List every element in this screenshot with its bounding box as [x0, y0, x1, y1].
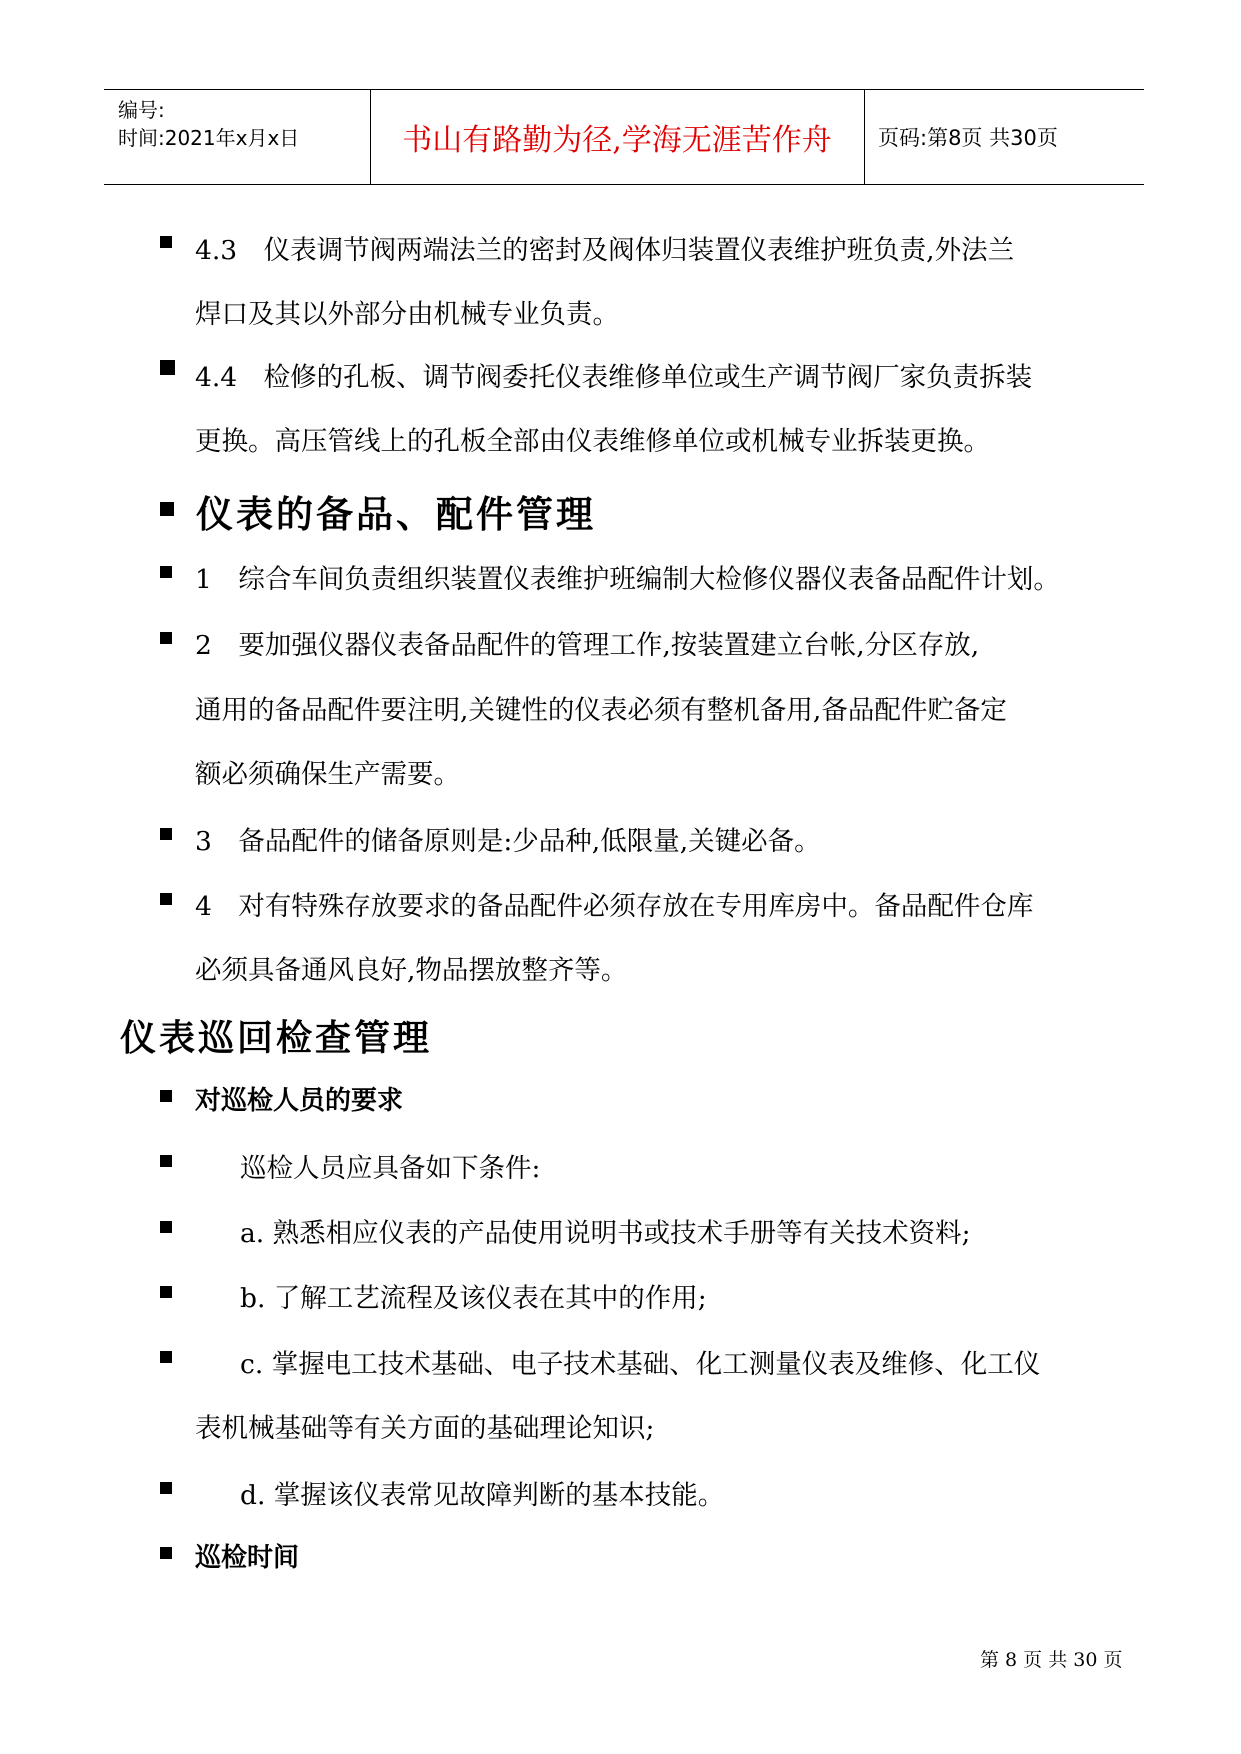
bullet-icon	[160, 1155, 172, 1167]
bullet-icon	[160, 1286, 172, 1298]
page-footer: 第 8 页 共 30 页	[980, 1649, 1123, 1671]
bullet-icon	[160, 1221, 172, 1233]
header-page-number: 页码:第8页 共30页	[878, 126, 1058, 150]
document-time-label: 时间:2021年x月x日	[118, 126, 300, 150]
bullet-icon	[160, 502, 174, 516]
list-item-text: 必须具备通风良好,物品摆放整齐等。	[195, 955, 628, 986]
list-item-text: c. 掌握电工技术基础、电子技术基础、化工测量仪表及维修、化工仪	[240, 1349, 1041, 1380]
list-item-text: d. 掌握该仪表常见故障判断的基本技能。	[240, 1480, 725, 1511]
list-item-text: 2 要加强仪器仪表备品配件的管理工作,按装置建立台帐,分区存放,	[195, 630, 980, 661]
bullet-icon	[160, 1090, 172, 1102]
section-heading-spare-parts: 仪表的备品、配件管理	[196, 492, 596, 536]
list-item-text: 表机械基础等有关方面的基础理论知识;	[195, 1413, 655, 1444]
bullet-icon	[160, 360, 175, 375]
paragraph-text: 焊口及其以外部分由机械专业负责。	[195, 299, 619, 330]
bullet-icon	[160, 236, 172, 248]
list-item-text: 3 备品配件的储备原则是:少品种,低限量,关键必备。	[195, 826, 821, 857]
section-heading-inspection: 仪表巡回检查管理	[120, 1017, 433, 1059]
subheading-text: 巡检时间	[195, 1543, 300, 1573]
bullet-icon	[160, 893, 172, 905]
header-left-cell	[104, 90, 371, 184]
paragraph-text: 4.4 检修的孔板、调节阀委托仪表维修单位或生产调节阀厂家负责拆装	[195, 362, 1033, 393]
list-item-text: 额必须确保生产需要。	[195, 759, 460, 790]
list-item-text: b. 了解工艺流程及该仪表在其中的作用;	[240, 1283, 707, 1314]
list-item-text: 1 综合车间负责组织装置仪表维护班编制大检修仪器仪表备品配件计划。	[195, 564, 1060, 595]
bullet-icon	[160, 566, 172, 578]
bullet-icon	[160, 1351, 172, 1363]
paragraph-text: 更换。高压管线上的孔板全部由仪表维修单位或机械专业拆装更换。	[195, 426, 990, 457]
list-item-text: a. 熟悉相应仪表的产品使用说明书或技术手册等有关技术资料;	[240, 1218, 971, 1249]
bullet-icon	[160, 1482, 172, 1494]
bullet-icon	[160, 1547, 172, 1559]
header-motto: 书山有路勤为径,学海无涯苦作舟	[370, 90, 865, 184]
list-item-text: 4 对有特殊存放要求的备品配件必须存放在专用库房中。备品配件仓库	[195, 891, 1034, 922]
subheading-text: 对巡检人员的要求	[195, 1086, 404, 1116]
paragraph-text: 4.3 仪表调节阀两端法兰的密封及阀体归装置仪表维护班负责,外法兰	[195, 235, 1015, 266]
document-number-label: 编号:	[118, 98, 165, 122]
list-item-text: 巡检人员应具备如下条件:	[240, 1153, 541, 1184]
page-header	[104, 89, 1144, 185]
list-item-text: 通用的备品配件要注明,关键性的仪表必须有整机备用,备品配件贮备定	[195, 695, 1007, 726]
bullet-icon	[160, 632, 172, 644]
bullet-icon	[160, 828, 172, 840]
